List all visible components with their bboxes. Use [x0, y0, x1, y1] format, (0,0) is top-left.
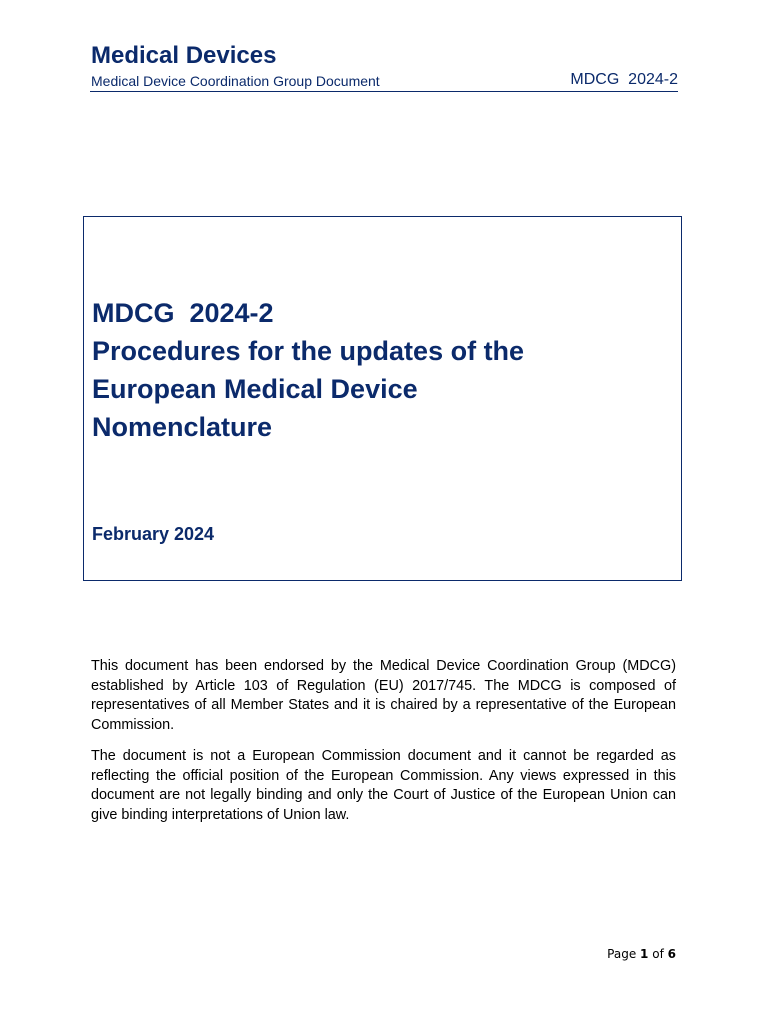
- document-date: February 2024: [92, 524, 215, 544]
- title-line: European Medical Device: [92, 374, 418, 404]
- header-title: Medical Devices: [91, 42, 277, 69]
- current-page: 1: [640, 947, 649, 961]
- disclaimer-paragraph: The document is not a European Commission document and it cannot be regarded as reflecting the official position of the European Commission. Any views expressed in this document are not legally binding and only the Court of Justice of the European Union can give binding interpretations of Union law.: [91, 748, 676, 823]
- endorsement-paragraph: This document has been endorsed by the Medical Device Coordination Group (MDCG) established by Article 103 of Regulation (EU) 2017/745. The MDCG is composed of representatives of all Member States and it is chaired by a representative of the European Commission.: [91, 658, 676, 733]
- page-number: [607, 947, 676, 961]
- header-subtitle: Medical Device Coordination Group Document: [91, 73, 380, 89]
- of-label: of: [652, 947, 664, 961]
- title-line: Nomenclature: [92, 412, 273, 442]
- title-line: Procedures for the updates of the: [92, 336, 525, 366]
- document-title: [92, 294, 652, 446]
- title-line: MDCG 2024-2: [92, 298, 274, 328]
- document-code: MDCG 2024-2: [570, 71, 678, 88]
- page-label: Page: [607, 947, 637, 961]
- header-divider: [90, 91, 678, 92]
- total-pages: 6: [667, 947, 676, 961]
